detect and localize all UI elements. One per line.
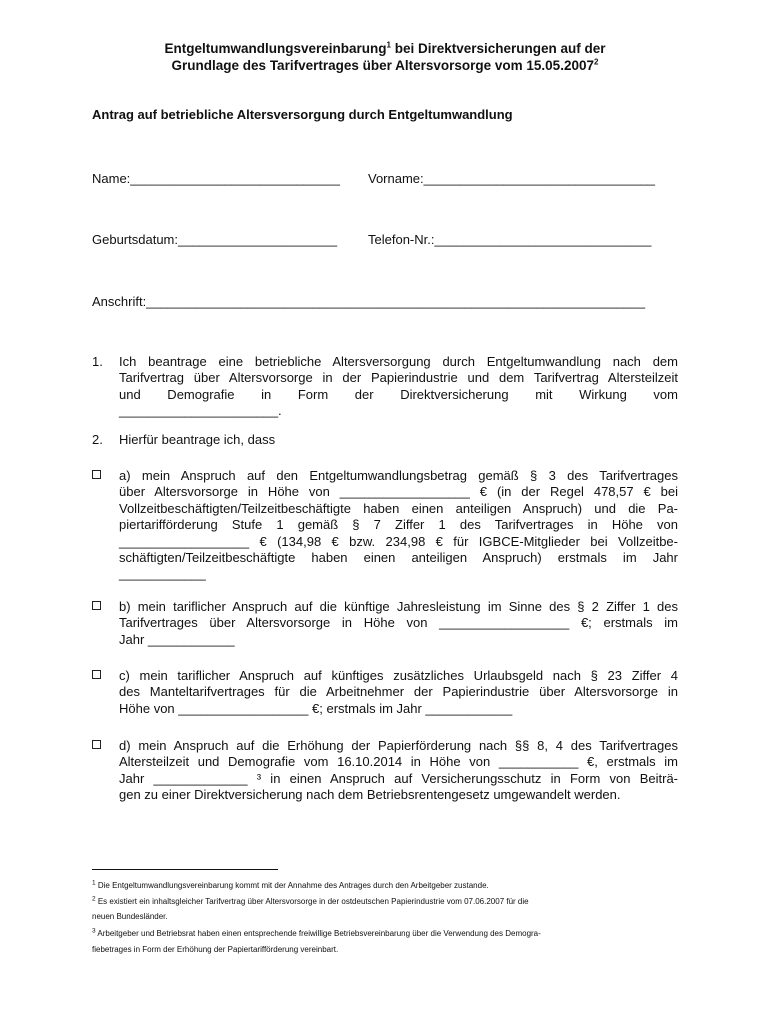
name-field[interactable]: Name:_____________________________ <box>92 171 340 186</box>
title-line-2-text: Grundlage des Tarifvertrages über Altersvorsorge vom 15.05.2007 <box>171 58 594 73</box>
form-subtitle: Antrag auf betriebliche Altersversorgung durch Entgeltumwandlung <box>92 107 513 122</box>
item-1 <box>92 354 678 420</box>
item-text <box>119 432 678 448</box>
footnote-text: Die Entgeltumwandlungsvereinbarung kommt mit der Annahme des Antrages durch den Arbeitgeber zustande. <box>95 881 489 890</box>
option-d <box>92 738 678 804</box>
option-d-checkbox[interactable] <box>92 740 101 749</box>
option-line: piertarifförderung Stufe 1 gemäß § 7 Ziffer 1 des Tarifvertrages in Höhe von <box>119 517 678 533</box>
option-line: Vollzeitbeschäftigten/Teilzeitbeschäftigte haben einen anteiligen Anspruch) und die Pa- <box>119 500 678 516</box>
footnote-mark: 2 <box>92 895 96 903</box>
vorname-field[interactable]: Vorname:________________________________ <box>368 171 656 186</box>
footnote-ref-2: 2 <box>593 57 599 67</box>
option-c-text <box>119 668 678 717</box>
footnote-text: neuen Bundesländer. <box>92 912 168 921</box>
footnote-text: Arbeitgeber und Betriebsrat haben einen entsprechende freiwillige Betriebsvereinbarung über die Verwendung des Demogra- <box>95 929 541 938</box>
option-a-checkbox[interactable] <box>92 470 101 479</box>
option-line: schäftigten/Teilzeitbeschäftigte haben einen anteiligen Anspruch) erstmals im Jahr <box>119 550 678 566</box>
footnote-2 <box>92 894 678 909</box>
anschrift-field[interactable]: Anschrift:_____________________________________________________________________ <box>92 294 646 309</box>
option-line: über Altersvorsorge in Höhe von __________________ € (in der Regel 478,57 € bei <box>119 484 678 500</box>
option-line: d) mein Anspruch auf die Erhöhung der Papierförderung nach §§ 8, 4 des Tarifvertrages <box>119 738 678 753</box>
item-line: Hierfür beantrage ich, dass <box>119 432 276 447</box>
option-b-checkbox[interactable] <box>92 601 101 610</box>
option-line: Tarifvertrages über Altersvorsorge in Höhe von __________________ €; erstmals im <box>119 615 678 631</box>
document-title <box>92 40 678 74</box>
footnote-2-cont <box>92 909 678 924</box>
footnote-ref-1: 1 <box>386 40 391 50</box>
telefon-field[interactable]: Telefon-Nr.:______________________________ <box>368 232 652 247</box>
item-2 <box>92 432 678 448</box>
option-line: ____________ <box>119 566 206 582</box>
option-line: des Manteltarifvertrages für die Arbeitnehmer der Papierindustrie über Altersvorsorge in <box>119 684 678 700</box>
option-b-text <box>119 599 678 648</box>
footnote-3-cont <box>92 942 678 957</box>
option-a-text <box>119 468 678 583</box>
option-line: gen zu einer Direktversicherung nach dem Betriebsrentengesetz umgewandelt werden. <box>119 787 621 803</box>
footnote-1 <box>92 878 678 893</box>
title-line-1-text: Entgeltumwandlungsvereinbarung <box>164 41 387 56</box>
option-line: Jahr _____________ ³ in einen Anspruch auf Versicherungsschutz in Form von Beiträ- <box>119 770 678 786</box>
item-line: Ich beantrage eine betriebliche Altersversorgung durch Entgeltumwandlung nach dem <box>119 354 678 369</box>
option-line: Höhe von __________________ €; erstmals im Jahr ____________ <box>119 700 513 716</box>
geburtsdatum-field[interactable]: Geburtsdatum:______________________ <box>92 232 338 247</box>
option-a <box>92 468 678 583</box>
title-line-1-rest: bei Direktversicherungen auf der <box>390 41 606 56</box>
footnote-3 <box>92 926 678 941</box>
footnote-mark: 1 <box>92 879 96 887</box>
item-text <box>119 354 678 420</box>
option-line: __________________ € (134,98 € bzw. 234,98 € für IGBCE-Mitglieder bei Vollzeitbe- <box>119 533 678 549</box>
option-line: b) mein tariflicher Anspruch auf die künftige Jahresleistung im Sinne des § 2 Ziffer 1 des <box>119 599 678 614</box>
footnote-mark: 3 <box>92 927 96 935</box>
title-line-2 <box>92 57 678 74</box>
item-line: und Demografie in Form der Direktversicherung mit Wirkung vom <box>119 386 678 402</box>
item-number: 2. <box>92 432 103 447</box>
option-line: Jahr ____________ <box>119 631 235 647</box>
footnote-text: fiebetrages in Form der Erhöhung der Papiertarifförderung vereinbart. <box>92 945 339 954</box>
option-c <box>92 668 678 717</box>
footnote-divider <box>92 869 278 870</box>
footnote-text: Es existiert ein inhaltsgleicher Tarifvertrag über Altersvorsorge in der ostdeutschen Papierindustrie vom 07.06.2007 für die <box>95 897 529 906</box>
option-c-checkbox[interactable] <box>92 670 101 679</box>
item-number: 1. <box>92 354 103 369</box>
item-line: Tarifvertrag über Altersvorsorge in der Papierindustrie und dem Tarifvertrag Altersteilzeit <box>119 370 678 386</box>
option-line: Altersteilzeit und Demografie vom 16.10.2014 in Höhe von ___________ €, erstmals im <box>119 754 678 770</box>
option-b <box>92 599 678 648</box>
option-line: a) mein Anspruch auf den Entgeltumwandlungsbetrag gemäß § 3 des Tarifvertrages <box>119 468 678 483</box>
wirkung-date-blank[interactable]: ______________________. <box>119 403 282 419</box>
option-d-text <box>119 738 678 804</box>
title-line-1 <box>92 40 678 57</box>
option-line: c) mein tariflicher Anspruch auf künftiges zusätzliches Urlaubsgeld nach § 23 Ziffer 4 <box>119 668 678 683</box>
